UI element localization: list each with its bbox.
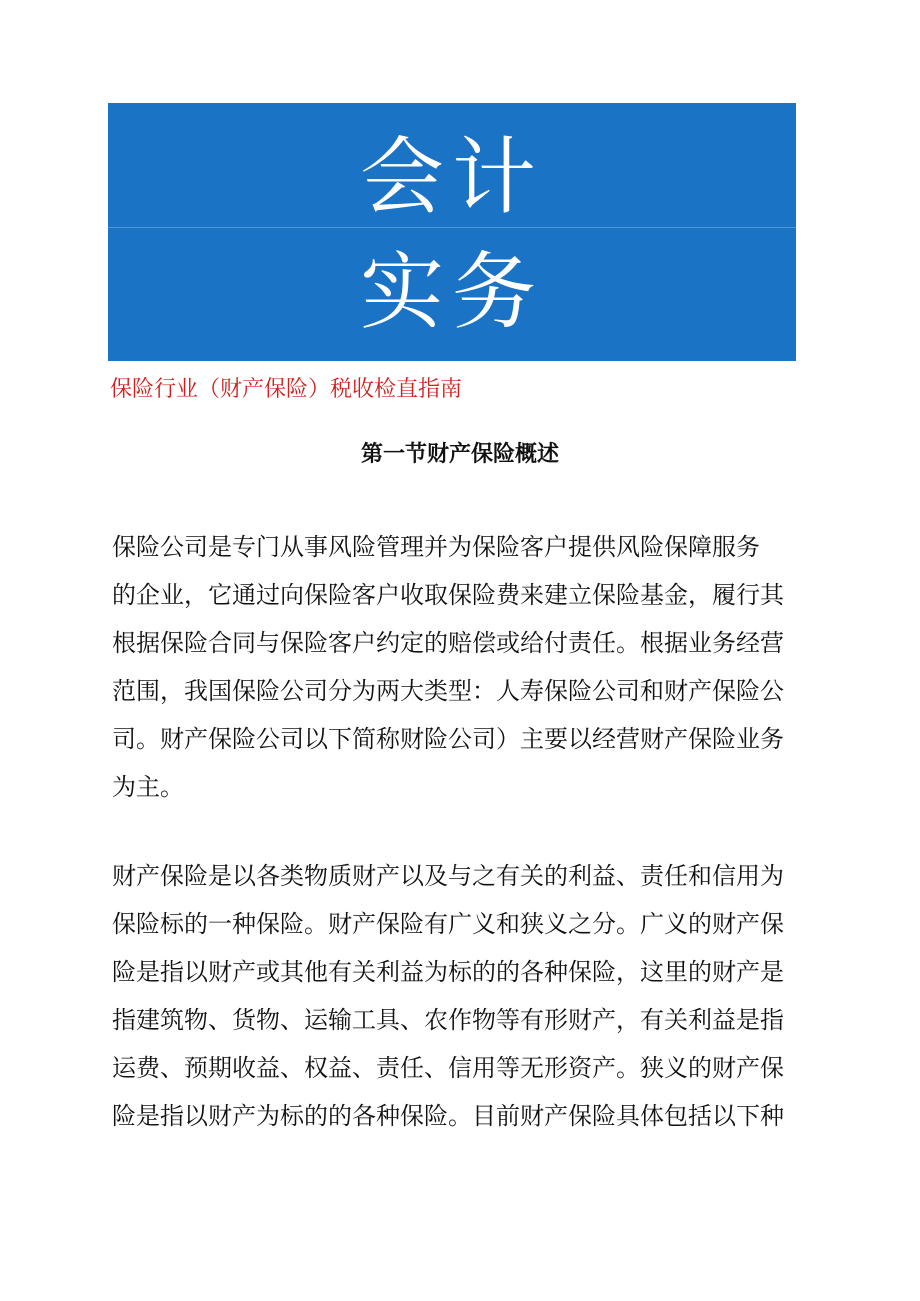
- paragraph-line: 险是指以财产为标的的各种保险。目前财产保险具体包括以下种: [112, 1102, 784, 1130]
- banner-divider: [108, 227, 796, 228]
- paragraph-line: 根据保险合同与保险客户约定的赔偿或给付责任。根据业务经营: [112, 629, 784, 657]
- banner-title-line-2: 实务: [359, 243, 544, 341]
- paragraph-line: 为主。: [112, 773, 184, 801]
- cover-banner: [108, 103, 796, 361]
- paragraph-line: 指建筑物、货物、运输工具、农作物等有形财产，有关利益是指: [112, 1006, 784, 1034]
- document-title: 保险行业（财产保险）税收检直指南: [110, 377, 463, 402]
- paragraph-2: [112, 852, 802, 1140]
- paragraph-line: 保险标的一种保险。财产保险有广义和狭义之分。广义的财产保: [112, 910, 784, 938]
- paragraph-line: 司。财产保险公司以下简称财险公司）主要以经营财产保险业务: [112, 725, 784, 753]
- paragraph-line: 的企业，它通过向保险客户收取保险费来建立保险基金，履行其: [112, 581, 784, 609]
- paragraph-line: 险是指以财产或其他有关利益为标的的各种保险，这里的财产是: [112, 958, 784, 986]
- paragraph-line: 运费、预期收益、权益、责任、信用等无形资产。狭义的财产保: [112, 1054, 784, 1082]
- paragraph-line: 财产保险是以各类物质财产以及与之有关的利益、责任和信用为: [112, 862, 784, 890]
- paragraph-line: 范围，我国保险公司分为两大类型：人寿保险公司和财产保险公: [112, 677, 784, 705]
- section-heading: 第一节财产保险概述: [360, 442, 559, 467]
- paragraph-1: [112, 523, 802, 811]
- banner-title-line-1: 会计: [359, 128, 544, 226]
- paragraph-line: 保险公司是专门从事风险管理并为保险客户提供风险保障服务: [112, 533, 760, 561]
